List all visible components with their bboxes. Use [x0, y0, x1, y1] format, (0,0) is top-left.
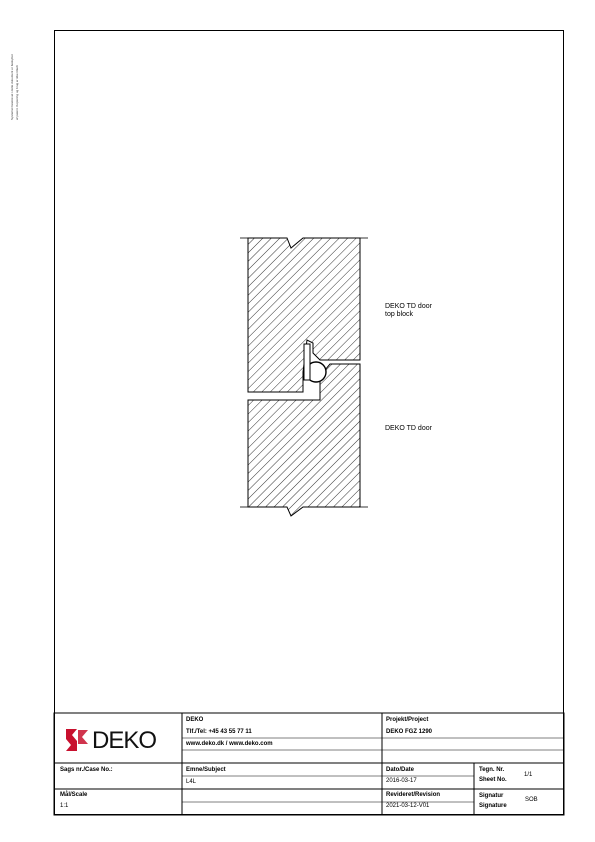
date-value: 2016-03-17: [386, 778, 417, 784]
deko-logo-mark: [66, 729, 88, 751]
project-value: DEKO FGZ 1290: [386, 729, 433, 735]
deko-logo-text: DEKO: [92, 727, 157, 754]
scale-value: 1:1: [60, 803, 69, 809]
revision-label: Revideret/Revision: [386, 792, 441, 798]
sheet-value: 1/1: [524, 772, 533, 778]
case-label: Sags nr./Case No.:: [60, 767, 113, 773]
label-top-block: DEKO TD door top block: [385, 303, 432, 318]
signature-label: Signature: [479, 803, 507, 809]
company-name: DEKO: [186, 717, 204, 723]
company-web: www.deko.dk / www.deko.com: [186, 741, 273, 747]
sheet-label: Sheet No.: [479, 777, 507, 783]
revision-value: 2021-03-12-V01: [386, 803, 430, 809]
company-phone: Tlf./Tel: +45 43 55 77 11: [186, 729, 252, 735]
seal-strip: [304, 344, 310, 380]
signature-value: SOB: [525, 797, 538, 803]
side-note-line1: Systemet beskrevet i dette dokument er beskyttet: [10, 54, 14, 120]
label-door: DEKO TD door: [385, 425, 432, 432]
subject-label: Emne/Subject: [186, 767, 226, 773]
drawing-no-label: Tegn. Nr.: [479, 767, 505, 773]
signatur-label: Signatur: [479, 793, 504, 799]
date-label: Dato/Date: [386, 767, 415, 773]
project-label: Projekt/Project: [386, 717, 429, 723]
scale-label: Mål/Scale: [60, 792, 88, 798]
subject-value: L4L: [186, 779, 197, 785]
side-note-line2: af patent. Kopiering og brug er ikke tilladt: [15, 65, 19, 120]
